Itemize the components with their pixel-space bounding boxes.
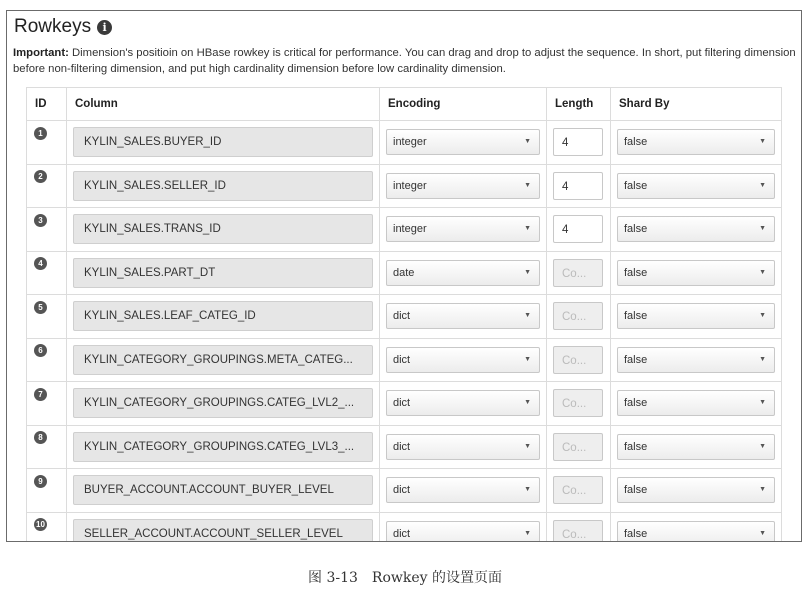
column-cell [67, 251, 380, 295]
column-cell [67, 469, 380, 513]
encoding-value: date [393, 266, 415, 279]
encoding-cell [380, 382, 547, 426]
length-cell [547, 382, 611, 426]
shard-cell [611, 382, 782, 426]
row-id-badge: 4 [34, 257, 47, 270]
length-cell [547, 512, 611, 542]
shard-cell [611, 164, 782, 208]
encoding-value: integer [393, 136, 427, 149]
table-row[interactable] [27, 425, 782, 469]
shard-by-select[interactable] [617, 303, 775, 329]
row-id-cell [27, 121, 67, 165]
encoding-select[interactable] [386, 477, 540, 503]
encoding-value: dict [393, 353, 411, 366]
encoding-value: integer [393, 223, 427, 236]
shard-by-value: false [624, 353, 648, 366]
encoding-select[interactable] [386, 390, 540, 416]
shard-by-value: false [624, 527, 648, 540]
table-row[interactable] [27, 251, 782, 295]
column-cell [67, 208, 380, 252]
encoding-cell [380, 295, 547, 339]
note-text: Dimension's positioin on HBase rowkey is critical for performance. You can drag and drop to adjust the sequence. In short, put filtering dimension before non-filtering dimension, and put high cardinality dimension before low cardinality dimension. [13, 47, 796, 75]
table-row[interactable] [27, 469, 782, 513]
chevron-down-icon: ▼ [524, 138, 531, 146]
header-id: ID [27, 88, 67, 121]
encoding-cell [380, 469, 547, 513]
shard-by-value: false [624, 484, 648, 497]
shard-cell [611, 295, 782, 339]
row-id-badge: 2 [34, 170, 47, 183]
encoding-cell [380, 251, 547, 295]
chevron-down-icon: ▼ [759, 442, 766, 450]
row-id-badge: 9 [34, 475, 47, 488]
encoding-value: dict [393, 484, 411, 497]
length-input-disabled: Co... [553, 259, 603, 287]
column-cell [67, 425, 380, 469]
chevron-down-icon: ▼ [524, 442, 531, 450]
row-id-badge: 3 [34, 214, 47, 227]
column-name-field[interactable]: SELLER_ACCOUNT.ACCOUNT_SELLER_LEVEL [73, 519, 373, 542]
column-name-field[interactable]: KYLIN_CATEGORY_GROUPINGS.CATEG_LVL2_... [73, 388, 373, 418]
shard-cell [611, 469, 782, 513]
encoding-select[interactable] [386, 521, 540, 542]
shard-by-select[interactable] [617, 347, 775, 373]
length-input-disabled: Co... [553, 389, 603, 417]
shard-cell [611, 251, 782, 295]
chevron-down-icon: ▼ [524, 225, 531, 233]
info-icon[interactable]: i [97, 20, 112, 35]
chevron-down-icon: ▼ [524, 181, 531, 189]
shard-by-select[interactable] [617, 216, 775, 242]
table-row[interactable] [27, 295, 782, 339]
row-id-badge: 7 [34, 388, 47, 401]
shard-cell [611, 425, 782, 469]
chevron-down-icon: ▼ [524, 529, 531, 537]
length-input-disabled: Co... [553, 433, 603, 461]
column-name-field[interactable]: KYLIN_SALES.PART_DT [73, 258, 373, 288]
shard-by-select[interactable] [617, 173, 775, 199]
shard-cell [611, 512, 782, 542]
row-id-cell [27, 425, 67, 469]
column-name-field[interactable]: KYLIN_SALES.SELLER_ID [73, 171, 373, 201]
chevron-down-icon: ▼ [524, 268, 531, 276]
length-cell [547, 164, 611, 208]
table-row[interactable] [27, 382, 782, 426]
column-cell [67, 338, 380, 382]
length-input-disabled: Co... [553, 302, 603, 330]
note-label: Important: [13, 47, 69, 59]
chevron-down-icon: ▼ [759, 355, 766, 363]
chevron-down-icon: ▼ [524, 355, 531, 363]
shard-by-value: false [624, 440, 648, 453]
length-cell [547, 338, 611, 382]
chevron-down-icon: ▼ [759, 181, 766, 189]
header-encoding: Encoding [380, 88, 547, 121]
shard-by-value: false [624, 179, 648, 192]
shard-by-select[interactable] [617, 434, 775, 460]
table-row[interactable] [27, 208, 782, 252]
table-row[interactable] [27, 512, 782, 542]
header-shard-by: Shard By [611, 88, 782, 121]
row-id-cell [27, 338, 67, 382]
table-body [27, 121, 782, 543]
encoding-value: dict [393, 397, 411, 410]
length-cell [547, 295, 611, 339]
encoding-select[interactable] [386, 260, 540, 286]
row-id-cell [27, 251, 67, 295]
rowkeys-table [26, 87, 782, 542]
row-id-cell [27, 164, 67, 208]
row-id-badge: 6 [34, 344, 47, 357]
chevron-down-icon: ▼ [759, 312, 766, 320]
chevron-down-icon: ▼ [524, 312, 531, 320]
column-name-field[interactable]: KYLIN_CATEGORY_GROUPINGS.META_CATEG... [73, 345, 373, 375]
page-title: Rowkeys [14, 16, 92, 37]
shard-by-select[interactable] [617, 129, 775, 155]
encoding-select[interactable] [386, 173, 540, 199]
encoding-select[interactable] [386, 434, 540, 460]
chevron-down-icon: ▼ [759, 486, 766, 494]
rowkeys-panel [6, 10, 802, 542]
row-id-badge: 1 [34, 127, 47, 140]
shard-by-value: false [624, 397, 648, 410]
length-cell [547, 469, 611, 513]
chevron-down-icon: ▼ [759, 138, 766, 146]
table-row[interactable] [27, 338, 782, 382]
length-cell [547, 208, 611, 252]
row-id-cell [27, 382, 67, 426]
important-note [13, 45, 798, 77]
encoding-cell [380, 512, 547, 542]
length-cell [547, 121, 611, 165]
row-id-cell [27, 469, 67, 513]
length-input[interactable]: 4 [553, 172, 603, 200]
row-id-badge: 5 [34, 301, 47, 314]
shard-by-value: false [624, 266, 648, 279]
encoding-value: dict [393, 440, 411, 453]
chevron-down-icon: ▼ [524, 399, 531, 407]
encoding-value: dict [393, 527, 411, 540]
encoding-value: dict [393, 310, 411, 323]
column-name-field[interactable]: BUYER_ACCOUNT.ACCOUNT_BUYER_LEVEL [73, 475, 373, 505]
shard-cell [611, 338, 782, 382]
header-column: Column [67, 88, 380, 121]
shard-cell [611, 208, 782, 252]
shard-by-select[interactable] [617, 477, 775, 503]
column-cell [67, 164, 380, 208]
table-header-row [27, 88, 782, 121]
column-cell [67, 512, 380, 542]
column-cell [67, 382, 380, 426]
encoding-cell [380, 338, 547, 382]
row-id-badge: 8 [34, 431, 47, 444]
encoding-select[interactable] [386, 347, 540, 373]
encoding-select[interactable] [386, 129, 540, 155]
length-input-disabled: Co... [553, 346, 603, 374]
column-cell [67, 121, 380, 165]
length-input-disabled: Co... [553, 520, 603, 542]
shard-by-value: false [624, 310, 648, 323]
chevron-down-icon: ▼ [759, 225, 766, 233]
chevron-down-icon: ▼ [759, 399, 766, 407]
length-cell [547, 251, 611, 295]
shard-by-select[interactable] [617, 521, 775, 542]
column-name-field[interactable]: KYLIN_SALES.LEAF_CATEG_ID [73, 301, 373, 331]
table-row[interactable] [27, 121, 782, 165]
shard-cell [611, 121, 782, 165]
header-length: Length [547, 88, 611, 121]
chevron-down-icon: ▼ [524, 486, 531, 494]
shard-by-value: false [624, 223, 648, 236]
panel-header [14, 14, 112, 40]
encoding-value: integer [393, 179, 427, 192]
table-row[interactable] [27, 164, 782, 208]
length-input[interactable]: 4 [553, 215, 603, 243]
shard-by-value: false [624, 136, 648, 149]
row-id-cell [27, 512, 67, 542]
length-input-disabled: Co... [553, 476, 603, 504]
chevron-down-icon: ▼ [759, 268, 766, 276]
length-input[interactable]: 4 [553, 128, 603, 156]
row-id-badge: 10 [34, 518, 47, 531]
length-cell [547, 425, 611, 469]
row-id-cell [27, 295, 67, 339]
encoding-cell [380, 164, 547, 208]
chevron-down-icon: ▼ [759, 529, 766, 537]
shard-by-select[interactable] [617, 260, 775, 286]
encoding-cell [380, 121, 547, 165]
encoding-select[interactable] [386, 216, 540, 242]
column-cell [67, 295, 380, 339]
encoding-cell [380, 425, 547, 469]
encoding-cell [380, 208, 547, 252]
column-name-field[interactable]: KYLIN_SALES.TRANS_ID [73, 214, 373, 244]
shard-by-select[interactable] [617, 390, 775, 416]
column-name-field[interactable]: KYLIN_SALES.BUYER_ID [73, 127, 373, 157]
column-name-field[interactable]: KYLIN_CATEGORY_GROUPINGS.CATEG_LVL3_... [73, 432, 373, 462]
figure-caption: 图 3-13 Rowkey 的设置页面 [308, 570, 502, 586]
row-id-cell [27, 208, 67, 252]
encoding-select[interactable] [386, 303, 540, 329]
